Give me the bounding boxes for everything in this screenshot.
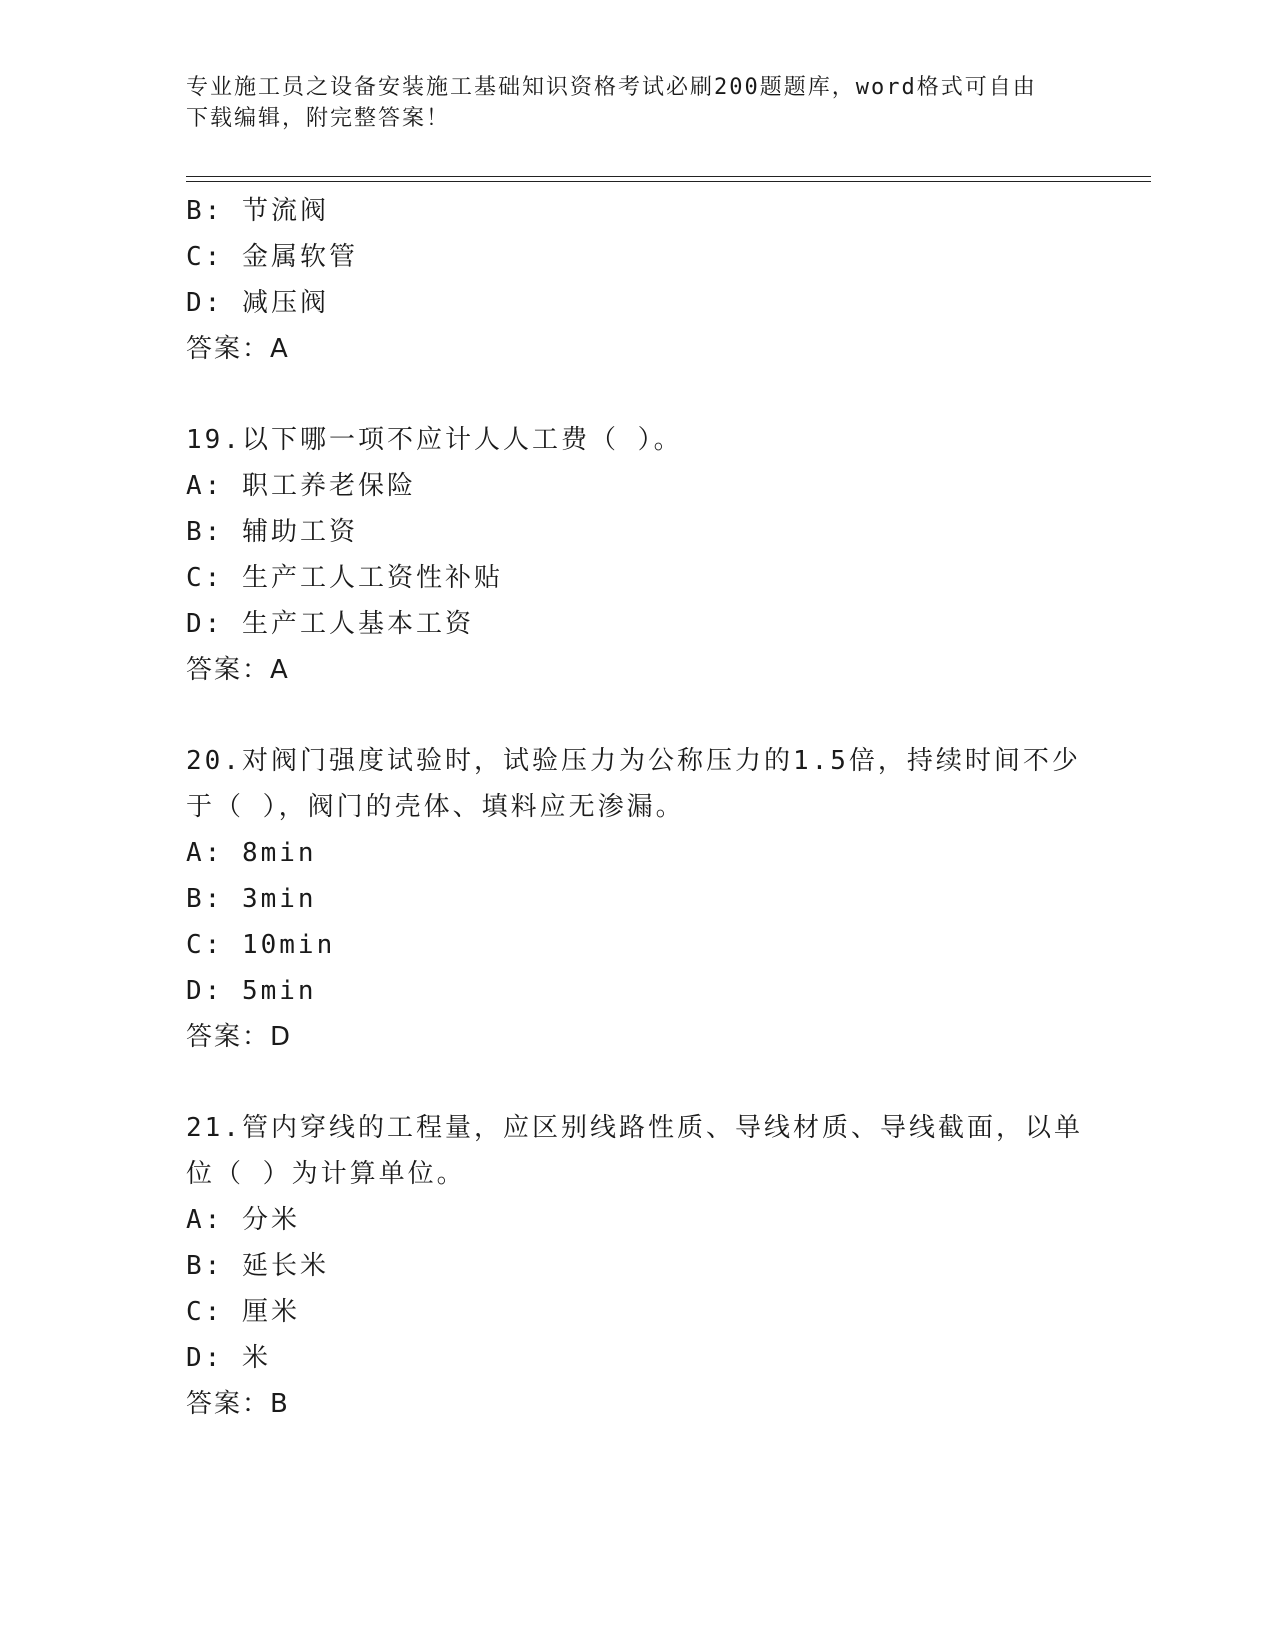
- question-18-continued: [186, 188, 1086, 372]
- question-text: 21.管内穿线的工程量，应区别线路性质、导线材质、导线截面，以单: [186, 1113, 1083, 1143]
- spacer: [186, 1060, 1086, 1105]
- question-text-continued: 位（ ）为计算单位。: [186, 1159, 466, 1189]
- question-21: [186, 1105, 1086, 1427]
- spacer: [186, 372, 1086, 417]
- header-line-1: 专业施工员之设备安装施工基础知识资格考试必刷200题题库，word格式可自由: [186, 75, 1037, 100]
- header-divider-top: [186, 176, 1151, 177]
- answer-line: 答案：A: [186, 655, 290, 685]
- option-c: C: 生产工人工资性补贴: [186, 563, 503, 593]
- option-c: C: 10min: [186, 930, 336, 960]
- question-text-continued: 于（ ），阀门的壳体、填料应无渗漏。: [186, 792, 685, 822]
- question-20: [186, 738, 1086, 1060]
- option-a: A: 8min: [186, 838, 317, 868]
- option-b: B: 辅助工资: [186, 517, 358, 547]
- question-19: [186, 417, 1086, 693]
- option-d: D: 5min: [186, 976, 317, 1006]
- question-text: 19.以下哪一项不应计人人工费（ ）。: [186, 425, 683, 455]
- option-a: A: 分米: [186, 1205, 300, 1235]
- option-b: B: 3min: [186, 884, 317, 914]
- option-c: C: 厘米: [186, 1297, 300, 1327]
- option-b: B: 节流阀: [186, 196, 329, 226]
- option-b: B: 延长米: [186, 1251, 329, 1281]
- option-d: D: 生产工人基本工资: [186, 609, 474, 639]
- option-c: C: 金属软管: [186, 242, 358, 272]
- header-divider-bottom: [186, 181, 1151, 182]
- option-a: A: 职工养老保险: [186, 471, 416, 501]
- option-d: D: 减压阀: [186, 288, 329, 318]
- answer-line: 答案：D: [186, 1022, 293, 1052]
- spacer: [186, 693, 1086, 738]
- option-d: D: 米: [186, 1343, 271, 1373]
- document-header: [186, 72, 1066, 134]
- answer-line: 答案：B: [186, 1389, 290, 1419]
- header-line-2: 下载编辑，附完整答案！: [186, 106, 451, 131]
- question-text: 20.对阀门强度试验时，试验压力为公称压力的1.5倍，持续时间不少: [186, 746, 1081, 776]
- question-content: [186, 188, 1086, 1427]
- answer-line: 答案：A: [186, 334, 290, 364]
